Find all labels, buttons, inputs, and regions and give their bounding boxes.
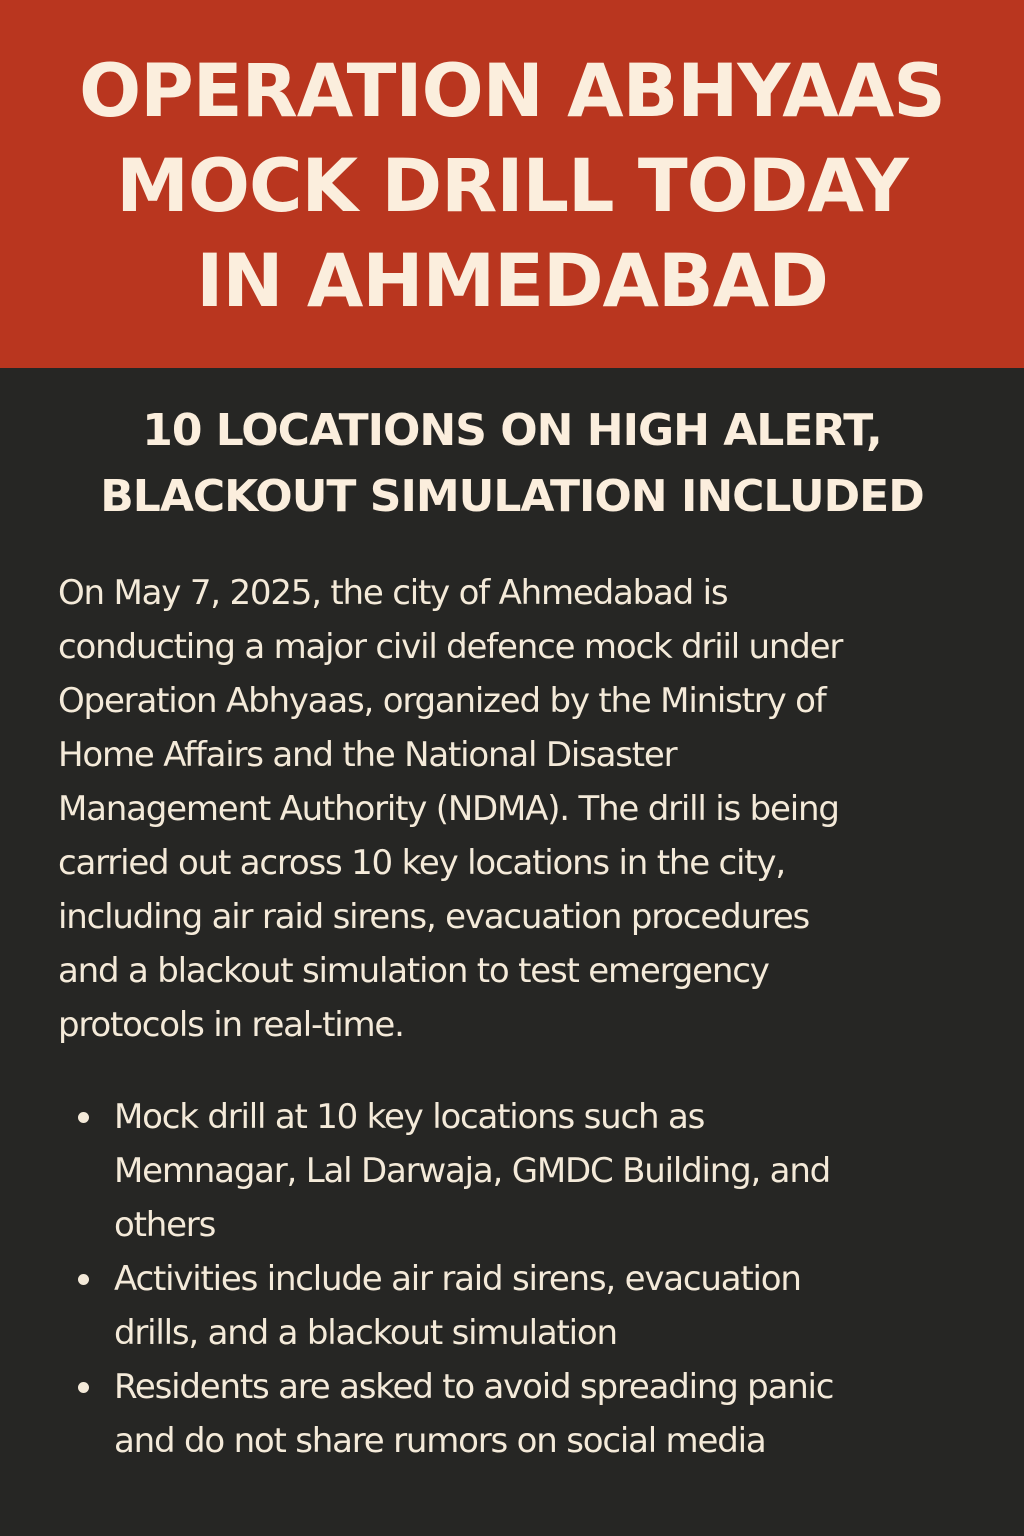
subheadline-line: 10 LOCATIONS ON HIGH ALERT, <box>142 405 882 456</box>
body-line: protocols in real-time. <box>58 1005 404 1045</box>
key-point-line: and do not share rumors on social media <box>114 1421 766 1461</box>
key-point-line: others <box>114 1205 216 1245</box>
key-point-line: Residents are asked to avoid spreading panic <box>114 1367 834 1407</box>
subheadline-line: BLACKOUT SIMULATION INCLUDED <box>100 471 924 522</box>
key-point-line: Memnagar, Lal Darwaja, GMDC Building, and <box>114 1151 831 1191</box>
headline-line: IN AHMEDABAD <box>196 239 828 324</box>
key-point-line: drills, and a blackout simulation <box>114 1313 617 1353</box>
body-line: Home Affairs and the National Disaster <box>58 735 677 775</box>
headline-line: OPERATION ABHYAAS <box>79 49 945 134</box>
subheadline <box>0 398 1024 530</box>
key-point-line: Mock drill at 10 key locations such as <box>114 1097 705 1137</box>
bullet-icon <box>78 1274 89 1285</box>
key-point <box>58 1360 988 1468</box>
article-body <box>58 566 988 1052</box>
body-line: including air raid sirens, evacuation procedures <box>58 897 810 937</box>
body-line: conducting a major civil defence mock driil under <box>58 627 843 667</box>
headline-line: MOCK DRILL TODAY <box>116 144 908 229</box>
key-points-list <box>58 1090 988 1468</box>
body-line: carried out across 10 key locations in the city, <box>58 843 785 883</box>
bullet-icon <box>78 1112 89 1123</box>
body-line: On May 7, 2025, the city of Ahmedabad is <box>58 573 728 613</box>
key-point-line: Activities include air raid sirens, evacuation <box>114 1259 801 1299</box>
bullet-icon <box>78 1382 89 1393</box>
body-line: Operation Abhyaas, organized by the Ministry of <box>58 681 826 721</box>
body-line: Management Authority (NDMA). The drill is being <box>58 789 839 829</box>
key-point <box>58 1090 988 1252</box>
headline <box>0 44 1024 329</box>
body-line: and a blackout simulation to test emergency <box>58 951 769 991</box>
key-point <box>58 1252 988 1360</box>
